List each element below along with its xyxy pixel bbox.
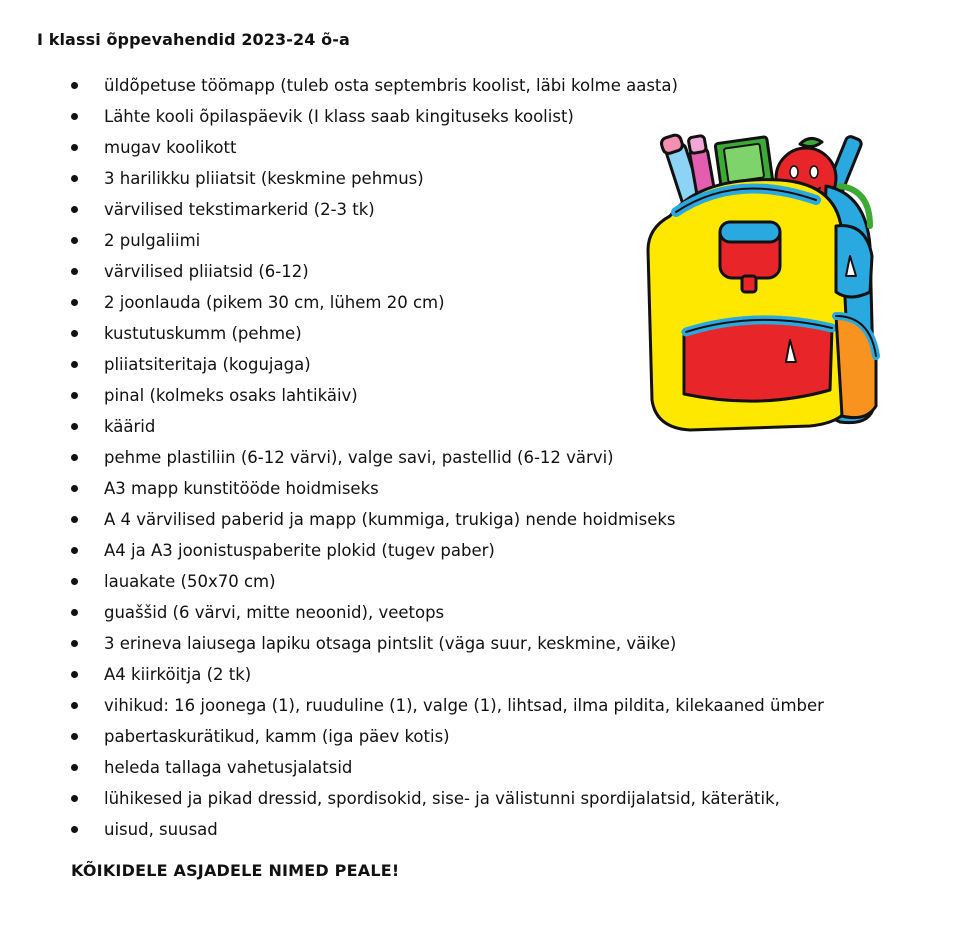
bullet-icon bbox=[71, 299, 78, 306]
list-item-text: värvilised tekstimarkerid (2-3 tk) bbox=[104, 200, 375, 219]
list-item-text: käärid bbox=[104, 417, 156, 436]
list-item-text: vihikud: 16 joonega (1), ruuduline (1), valge (1), lihtsad, ilma pildita, kilekaaned ümber bbox=[104, 696, 824, 715]
bullet-icon bbox=[71, 671, 78, 678]
list-item-text: guaššid (6 värvi, mitte neoonid), veetops bbox=[104, 603, 445, 622]
bullet-icon bbox=[71, 485, 78, 492]
list-item-text: pliiatsiteritaja (kogujaga) bbox=[104, 355, 311, 374]
bullet-icon bbox=[71, 578, 78, 585]
bullet-icon bbox=[71, 826, 78, 833]
bullet-icon bbox=[71, 113, 78, 120]
bullet-icon bbox=[71, 516, 78, 523]
bullet-icon bbox=[71, 547, 78, 554]
bullet-icon bbox=[71, 237, 78, 244]
list-item-text: heleda tallaga vahetusjalatsid bbox=[104, 758, 353, 777]
bullet-icon bbox=[71, 454, 78, 461]
list-item-text: mugav koolikott bbox=[104, 138, 237, 157]
footer-note: KÕIKIDELE ASJADELE NIMED PEALE! bbox=[71, 861, 400, 880]
bullet-icon bbox=[71, 361, 78, 368]
list-item-text: pabertaskurätikud, kamm (iga päev kotis) bbox=[104, 727, 450, 746]
list-item-text: Lähte kooli õpilaspäevik (I klass saab kingituseks koolist) bbox=[104, 107, 574, 126]
bullet-icon bbox=[71, 82, 78, 89]
list-item-text: 3 harilikku pliiatsit (keskmine pehmus) bbox=[104, 169, 424, 188]
list-item-text: 3 erineva laiusega lapiku otsaga pintslit (väga suur, keskmine, väike) bbox=[104, 634, 677, 653]
list-item-text: pinal (kolmeks osaks lahtikäiv) bbox=[104, 386, 358, 405]
backpack-illustration bbox=[640, 126, 880, 436]
bullet-icon bbox=[71, 795, 78, 802]
bullet-icon bbox=[71, 144, 78, 151]
list-item-text: pehme plastiliin (6-12 värvi), valge savi, pastellid (6-12 värvi) bbox=[104, 448, 614, 467]
list-item-text: lühikesed ja pikad dressid, spordisokid, sise- ja välistunni spordijalatsid, käterätik, bbox=[104, 789, 780, 808]
bullet-icon bbox=[71, 175, 78, 182]
bullet-icon bbox=[71, 423, 78, 430]
bullet-icon bbox=[71, 764, 78, 771]
bullet-icon bbox=[71, 702, 78, 709]
bullet-icon bbox=[71, 330, 78, 337]
list-item-text: kustutuskumm (pehme) bbox=[104, 324, 302, 343]
bullet-icon bbox=[71, 268, 78, 275]
list-item-text: värvilised pliiatsid (6-12) bbox=[104, 262, 309, 281]
list-item-text: üldõpetuse töömapp (tuleb osta septembris koolist, läbi kolme aasta) bbox=[104, 76, 678, 95]
document-title: I klassi õppevahendid 2023-24 õ-a bbox=[37, 30, 350, 49]
bullet-icon bbox=[71, 640, 78, 647]
list-item-text: A 4 värvilised paberid ja mapp (kummiga, trukiga) nende hoidmiseks bbox=[104, 510, 676, 529]
list-item-text: lauakate (50x70 cm) bbox=[104, 572, 276, 591]
list-item-text: 2 joonlauda (pikem 30 cm, lühem 20 cm) bbox=[104, 293, 445, 312]
list-item-text: A3 mapp kunstitööde hoidmiseks bbox=[104, 479, 379, 498]
bullet-icon bbox=[71, 206, 78, 213]
bullet-icon bbox=[71, 392, 78, 399]
list-item-text: uisud, suusad bbox=[104, 820, 218, 839]
list-item-text: A4 kiirköitja (2 tk) bbox=[104, 665, 252, 684]
list-item-text: 2 pulgaliimi bbox=[104, 231, 201, 250]
bullet-icon bbox=[71, 733, 78, 740]
list-item-text: A4 ja A3 joonistuspaberite plokid (tugev paber) bbox=[104, 541, 495, 560]
bullet-icon bbox=[71, 609, 78, 616]
